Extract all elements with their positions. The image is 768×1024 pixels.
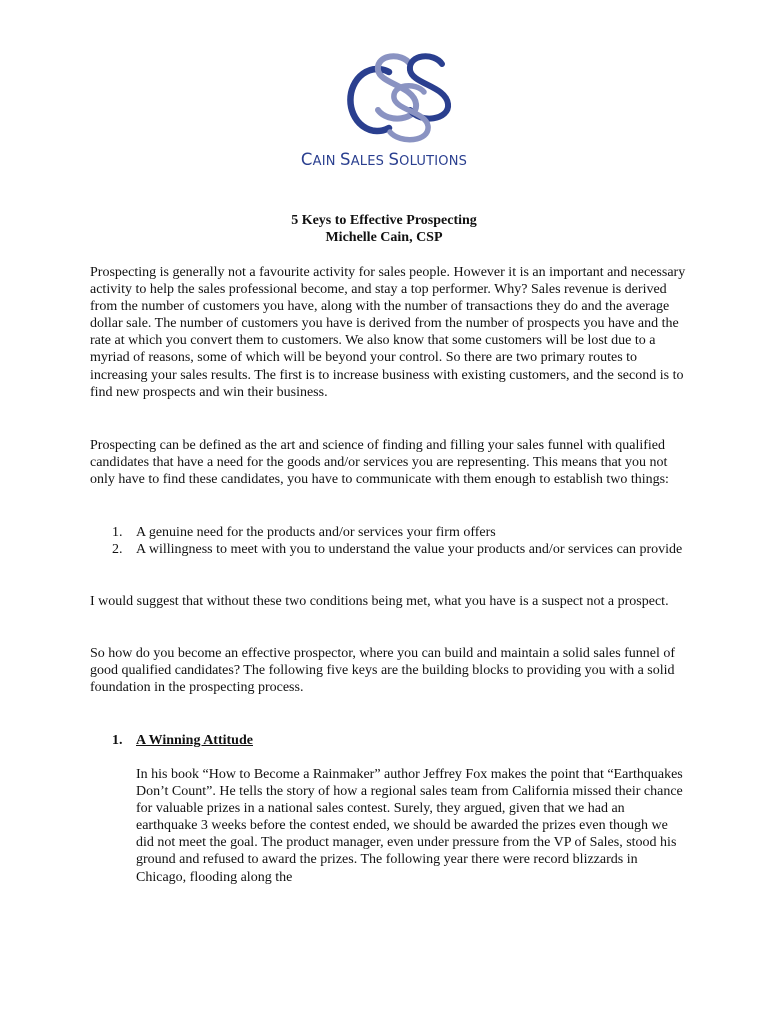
- section-title: A Winning Attitude: [136, 733, 253, 748]
- list-text: A genuine need for the products and/or services your firm offers: [136, 525, 496, 540]
- list-item: [90, 541, 690, 558]
- brand-rest-1: AIN: [312, 154, 341, 169]
- brand-cap-s1: S: [340, 150, 351, 169]
- section-number: 1.: [112, 733, 123, 748]
- brand-cap-c: C: [300, 150, 313, 169]
- list-item: [90, 524, 690, 541]
- numbered-list: [90, 524, 690, 558]
- brand-rest-3: OLUTIONS: [399, 154, 468, 169]
- document-title: 5 Keys to Effective Prospecting: [291, 213, 477, 228]
- five-keys-paragraph: So how do you become an effective prospector, where you can build and maintain a solid sales funnel of good qualified candidates? The following five keys are the building blocks to providing you with a solid foundation in the prospecting process.: [90, 646, 676, 696]
- list-text: A willingness to meet with you to understand the value your products and/or services can provide: [136, 542, 683, 558]
- list-number: 2.: [112, 542, 123, 558]
- brand-rest-2: ALES: [350, 154, 389, 169]
- suspect-paragraph: I would suggest that without these two conditions being met, what you have is a suspect not a prospect.: [90, 594, 669, 609]
- brand-cap-s2: S: [388, 150, 400, 169]
- document-author: Michelle Cain, CSP: [325, 230, 443, 245]
- document-header: [0, 212, 768, 246]
- list-number: 1.: [112, 525, 123, 540]
- intro-paragraph: Prospecting is generally not a favourite activity for sales people. However it is an important and necessary activity to help the sales professional become, and stay a top performer. Why? Sales revenue is derived from the number of customers you have, along with the number of transactions they do and the average dollar sale. The number of customers you have is derived from the number of prospects you have and the rate at which you convert them to customers. We also know that some customers will be lost due to a myriad of reasons, some of which will be beyond your control. So there are two primary routes to increasing your sales results. The first is to increase business with existing customers, and the second is to find new prospects and win their business.: [90, 265, 686, 400]
- section-body: In his book “How to Become a Rainmaker” author Jeffrey Fox makes the point that “Earthquakes Don’t Count”. He tells the story of how a regional sales team from California missed their chance for valuable prizes in a national sales contest. Surely, they argued, given that we had an earthquake 3 weeks before the contest ended, we should be awarded the prizes even though we did not meet the goal. The product manager, even under pressure from the VP of Sales, stood his ground and refused to award the prizes. The following year there were record blizzards in Chicago, flooding along the: [136, 767, 683, 885]
- company-name: [258, 150, 510, 169]
- definition-paragraph: Prospecting can be defined as the art and science of finding and filling your sales funnel with qualified candidates that have a need for the goods and/or services you are representing. This means that you not only have to find these candidates, you have to communicate with them enough to establish two things:: [90, 438, 669, 488]
